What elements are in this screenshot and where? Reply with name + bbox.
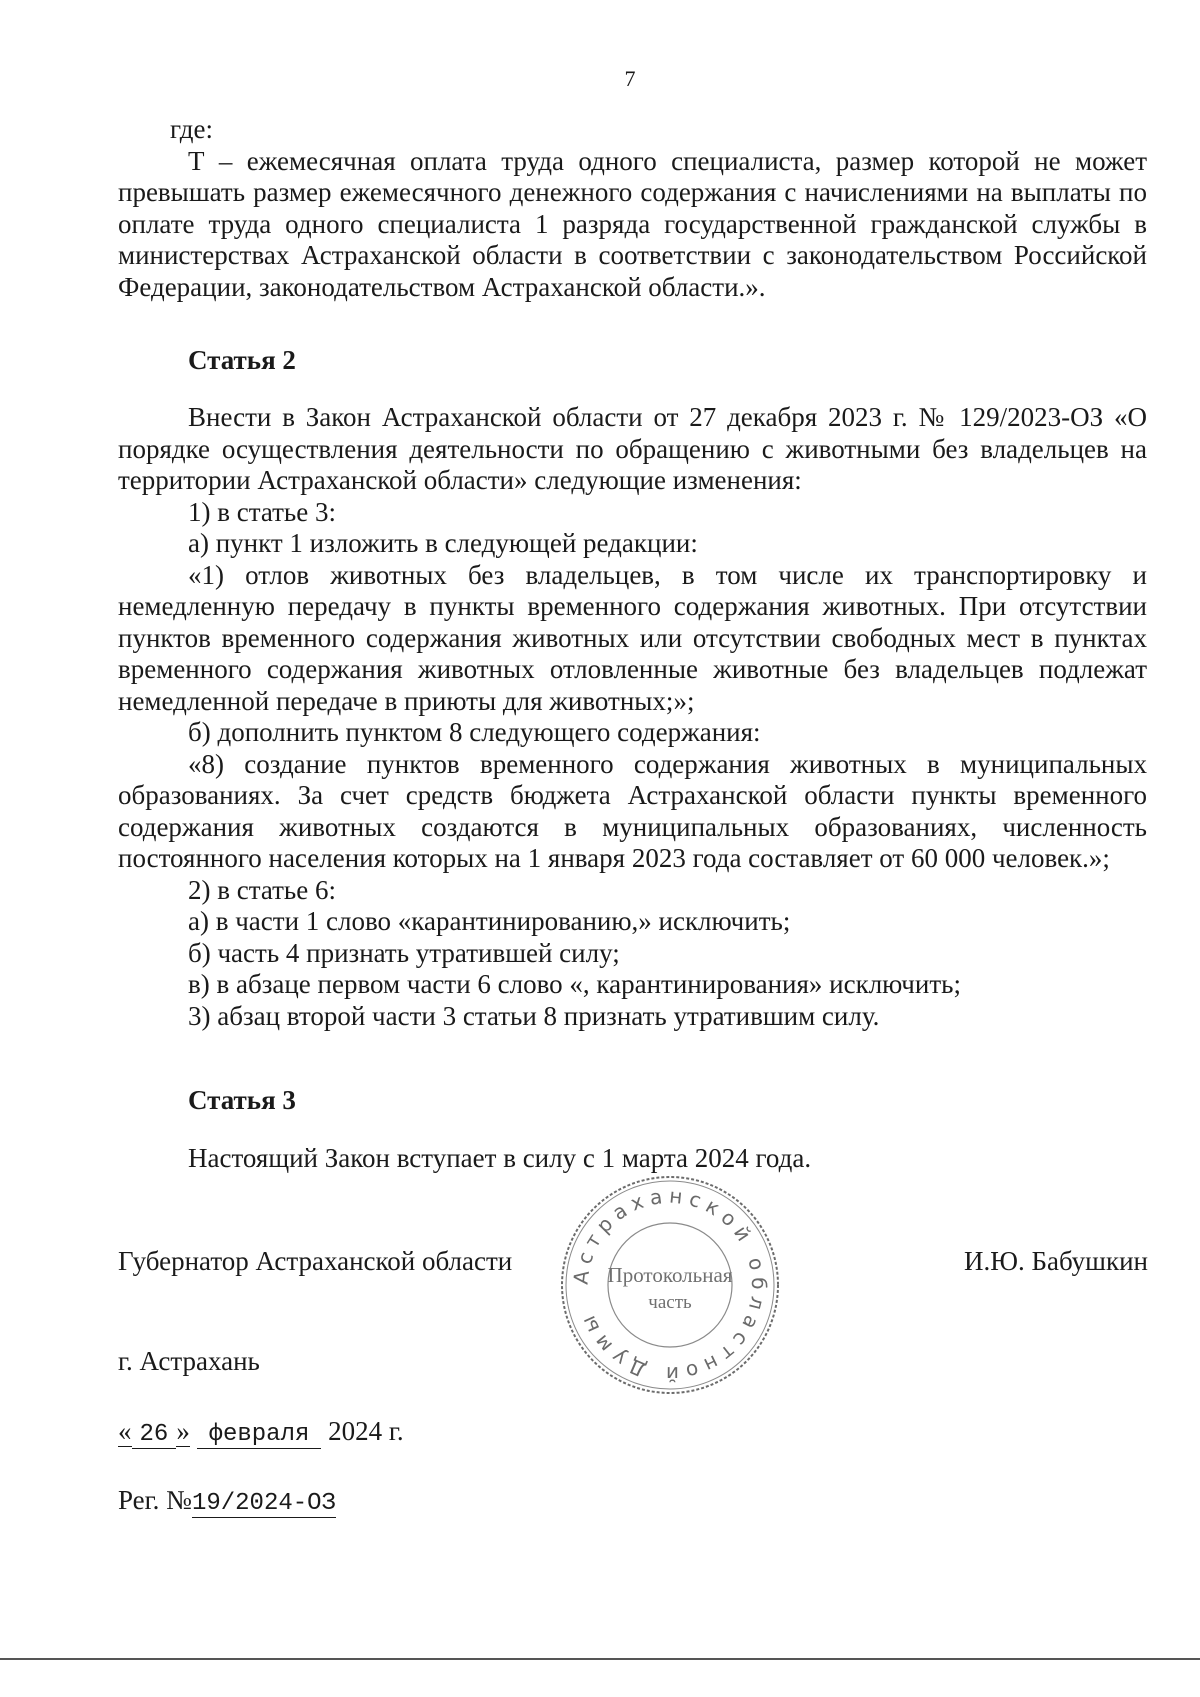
stamp-ring-text: Астраханской областной Думы — [568, 1183, 772, 1387]
article-3-text: Настоящий Закон вступает в силу с 1 марта 2024 года. — [188, 1143, 812, 1173]
page-bottom-rule — [0, 1658, 1200, 1660]
article-2-body — [118, 402, 1147, 1032]
signer-position: Губернатор Астраханской области — [118, 1246, 513, 1276]
formula-explanation — [118, 114, 1147, 303]
page-number: 7 — [624, 66, 636, 91]
item-1a-text: «1) отлов животных без владельцев, в том числе их транспортировку и немедленную передачу в пункты временного содержания животных. При отсутствии пунктов временного содержания животных или отсутствии свободных мест в пунктах временного содержания животных отловленные животные без владельцев подлежат немедленной передаче в приюты для животных;»; — [118, 559, 1147, 716]
article-3-heading: Статья 3 — [188, 1085, 296, 1115]
signing-date — [118, 1416, 404, 1448]
registration-line — [118, 1485, 336, 1517]
article-2-heading: Статья 2 — [188, 345, 296, 375]
item-1b: б) дополнить пунктом 8 следующего содержания: — [188, 717, 761, 747]
item-2: 2) в статье 6: — [188, 874, 336, 905]
item-2b: б) часть 4 признать утратившей силу; — [188, 937, 620, 968]
item-2c: в) в абзаце первом части 6 слово «, карантинирования» исключить; — [188, 969, 961, 999]
date-open-quote: « — [118, 1416, 132, 1446]
item-1b-text: «8) создание пунктов временного содержания животных в муниципальных образованиях. За счет средств бюджета Астраханской области пункты временного содержания животных создаются в муниципальных образованиях, численность постоянного населения которых на 1 января 2023 года составляет от 60 000 человек.»; — [118, 748, 1147, 873]
official-stamp — [555, 1170, 785, 1400]
article-2-intro: Внести в Закон Астраханской области от 27 декабря 2023 г. № 129/2023-ОЗ «О порядке осуществления деятельности по обращению с животными без владельцев на территории Астраханской области» следующие изменения: — [118, 402, 1147, 495]
date-day: 26 — [132, 1421, 177, 1449]
date-month: февраля — [197, 1421, 322, 1449]
signer-name: И.Ю. Бабушкин — [963, 1246, 1148, 1276]
registration-label: Рег. № — [118, 1485, 192, 1515]
date-close-quote: » — [176, 1416, 190, 1446]
item-1: 1) в статье 3: — [188, 496, 336, 527]
item-2a: а) в части 1 слово «карантинированию,» исключить; — [188, 906, 791, 936]
item-3: 3) абзац второй части 3 статьи 8 признать утратившим силу. — [188, 1000, 880, 1031]
registration-number: 19/2024-ОЗ — [191, 1490, 336, 1517]
t-definition: Т – ежемесячная оплата труда одного специалиста, размер которой не может превышать размер ежемесячного денежного содержания с начислениями на выплаты по оплате труда одного специалиста 1 разряда государственной гражданской службы в министерствах Астраханской области в соответствии с законодательством Российской Федерации, законодательством Астраханской области.». — [118, 145, 1147, 302]
stamp-center-line1: Протокольная — [607, 1263, 733, 1287]
item-1a: а) пункт 1 изложить в следующей редакции: — [188, 528, 698, 558]
date-year: 2024 г. — [328, 1416, 404, 1446]
place-of-signing: г. Астрахань — [118, 1346, 260, 1376]
where-line: где: — [170, 114, 213, 144]
stamp-center-line2: часть — [648, 1292, 692, 1313]
